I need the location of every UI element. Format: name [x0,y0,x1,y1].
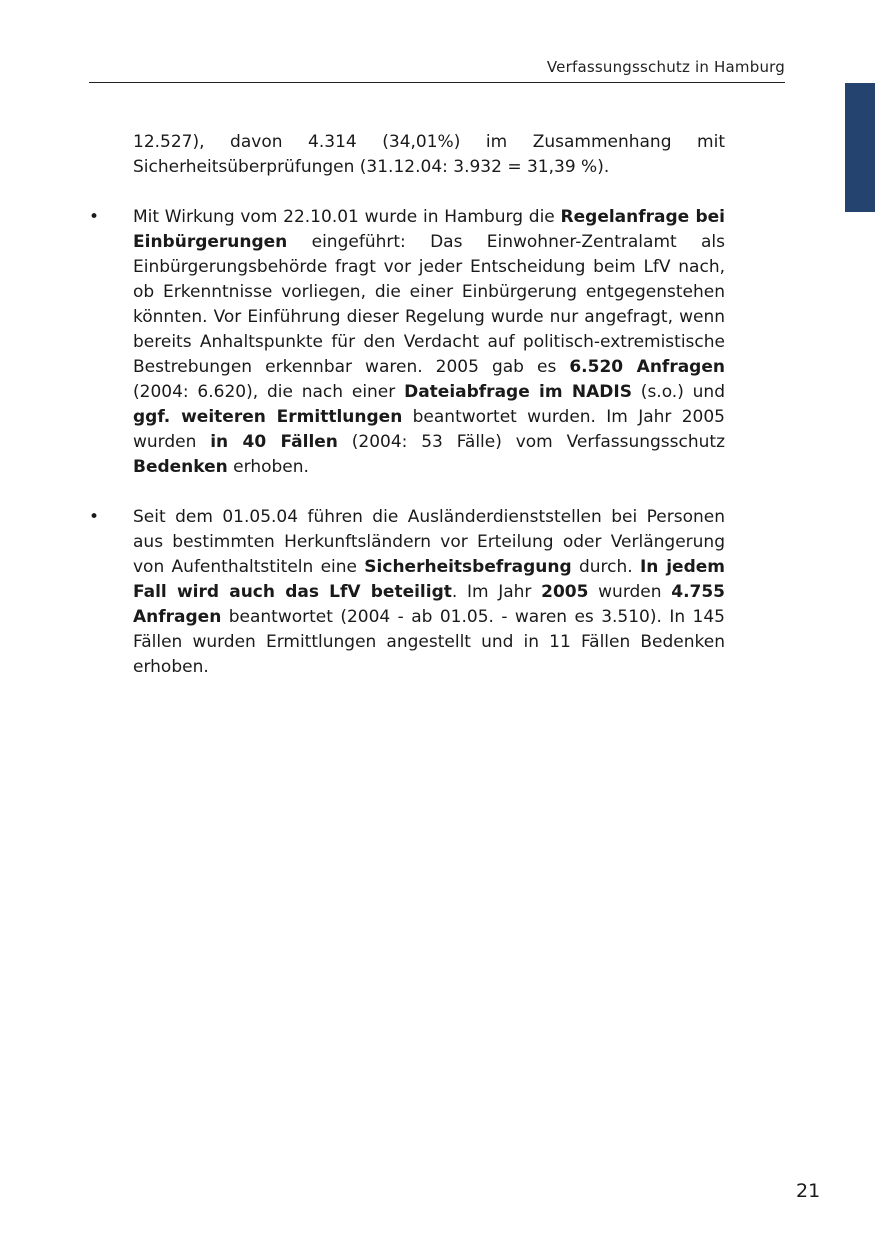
running-header [89,56,785,83]
text-segment: . Im Jahr [451,582,542,602]
text-segment: (s.o.) und [632,382,725,402]
text-segment: beantwortet (2004 - ab 01.05. - waren es 3.510). In 145 Fällen wurden Ermittlungen angestellt und in 11 Fällen Bedenken erhoben. [133,607,725,677]
bullet-item-sicherheitsbefragung [89,505,725,680]
bold-segment: In jedem Fall wird auch das LfV beteiligt [133,557,725,602]
bullet-marker: • [89,507,100,527]
bullet-item-regelanfrage [89,205,725,480]
text-segment: beantwortet wurden. Im Jahr 2005 wurden [133,407,725,452]
bold-segment: Sicherheitsbefragung [364,557,572,577]
bold-segment: 4.755 Anfragen [133,582,726,627]
bold-segment: Dateiabfrage im NADIS [404,382,632,402]
chapter-tab-marker [845,83,875,212]
bold-segment: 6.520 Anfragen [569,357,725,377]
bold-segment: 2005 [541,582,589,602]
text-segment: eingeführt: Das Einwohner-Zentralamt als Einbürgerungsbehörde fragt vor jeder Entscheidung beim LfV nach, ob Erkenntnisse vorliegen, die einer Einbürgerung entgegenstehen könnten. Vor Einführung dieser Regelung wurde nur angefragt, wenn bereits Anhaltspunkte für den Verdacht auf politisch-extremistische Bestrebungen erkennbar waren. 2005 gab es [133,232,725,377]
text-segment: (2004: 53 Fälle) vom Verfassungsschutz [337,432,725,452]
continuation-paragraph: 12.527), davon 4.314 (34,01%) im Zusammenhang mit Sicherheitsüberprüfungen (31.12.04: 3.932 = 31,39 %). [133,132,725,177]
text-segment: Seit dem 01.05.04 führen die Ausländerdienststellen bei Personen aus bestimmten Herkunftsländern vor Erteilung oder Verlängerung von Aufenthaltstiteln eine [133,507,725,577]
bold-segment: in 40 Fällen [210,432,338,452]
bullet-marker: • [89,207,100,227]
bullet-paragraph [133,505,725,680]
page-number: 21 [796,1180,821,1202]
page-content [89,130,725,680]
text-segment: Mit Wirkung vom 22.10.01 wurde in Hamburg die [133,207,561,227]
bold-segment: Bedenken [133,457,228,477]
bullet-paragraph [133,205,725,480]
bold-segment: Regelanfrage bei Einbürgerungen [133,207,725,252]
text-segment: wurden [588,582,672,602]
text-segment: erhoben. [227,457,309,477]
running-header-title: Verfassungsschutz in Hamburg [546,58,785,76]
text-segment: (2004: 6.620), die nach einer [133,382,405,402]
text-segment: durch. [571,557,640,577]
bold-segment: ggf. weiteren Ermittlungen [133,407,403,427]
